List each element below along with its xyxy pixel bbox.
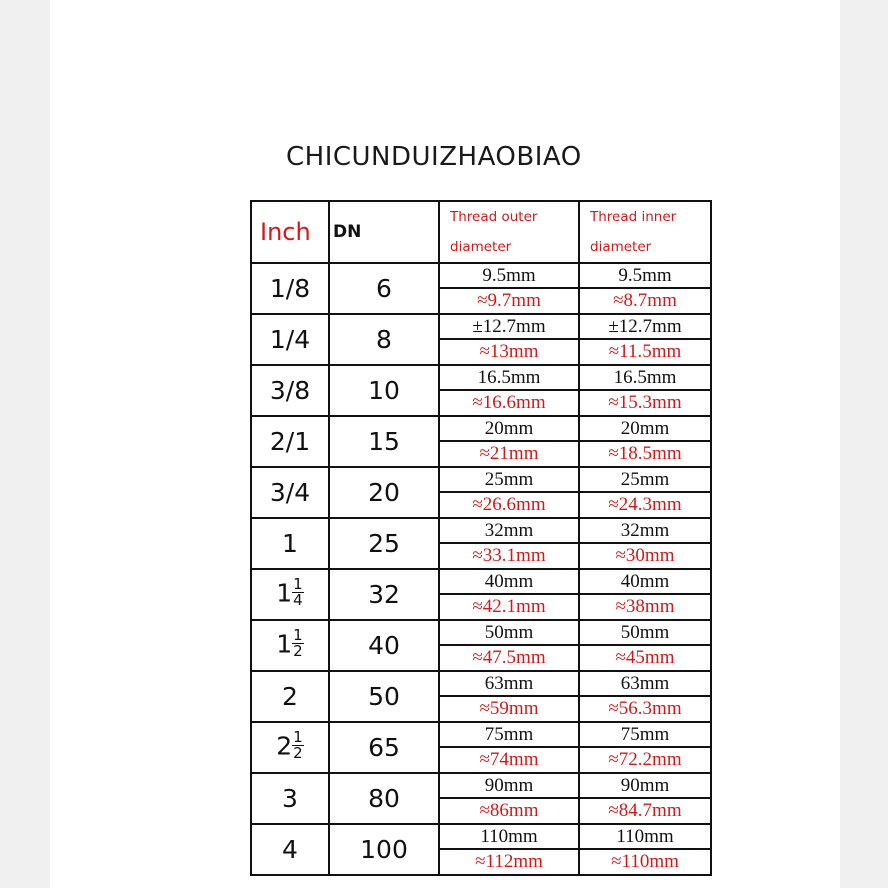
inch-size-cell: 3 — [251, 773, 329, 824]
inner-diameter-cell: 90mm — [579, 773, 711, 798]
dn-size-cell: 32 — [329, 569, 439, 620]
chart-title: CHICUNDUIZHAOBIAO — [286, 142, 582, 172]
inch-size-cell: 4 — [251, 824, 329, 875]
inner-diameter-cell: ±12.7mm — [579, 314, 711, 339]
outer-diameter-approx-cell: ≈13mm — [439, 339, 579, 365]
dn-size-cell: 40 — [329, 620, 439, 671]
fraction-numerator: 1 — [293, 728, 303, 747]
inner-diameter-approx-cell: ≈8.7mm — [579, 288, 711, 314]
inner-diameter-approx-cell: ≈110mm — [579, 849, 711, 875]
inch-size-cell: 3/8 — [251, 365, 329, 416]
inch-size-cell: 1/8 — [251, 263, 329, 314]
inch-size-cell — [251, 722, 329, 773]
mixed-fraction — [276, 730, 303, 762]
outer-diameter-approx-cell: ≈42.1mm — [439, 594, 579, 620]
inner-diameter-cell: 40mm — [579, 569, 711, 594]
outer-diameter-cell: 32mm — [439, 518, 579, 543]
inch-size-cell: 2/1 — [251, 416, 329, 467]
table-row — [251, 620, 711, 645]
outer-diameter-cell: 75mm — [439, 722, 579, 747]
inner-diameter-cell: 110mm — [579, 824, 711, 849]
header-thread-inner-diameter: Thread inner diameter — [579, 201, 711, 263]
mixed-fraction — [276, 628, 303, 660]
header-row — [251, 201, 711, 263]
inner-diameter-cell: 75mm — [579, 722, 711, 747]
inner-diameter-approx-cell: ≈72.2mm — [579, 747, 711, 773]
fraction-part — [292, 628, 304, 659]
inch-size-cell — [251, 569, 329, 620]
table-row — [251, 824, 711, 849]
fraction-denominator: 4 — [293, 591, 303, 610]
inner-diameter-approx-cell: ≈84.7mm — [579, 798, 711, 824]
inner-diameter-cell: 16.5mm — [579, 365, 711, 390]
inner-diameter-approx-cell: ≈15.3mm — [579, 390, 711, 416]
outer-diameter-approx-cell: ≈26.6mm — [439, 492, 579, 518]
inner-diameter-cell: 9.5mm — [579, 263, 711, 288]
fraction-numerator: 1 — [293, 575, 303, 594]
table-row — [251, 314, 711, 339]
inner-diameter-approx-cell: ≈56.3mm — [579, 696, 711, 722]
inner-diameter-cell: 25mm — [579, 467, 711, 492]
fraction-part — [292, 577, 304, 608]
dn-size-cell: 8 — [329, 314, 439, 365]
fraction-denominator: 2 — [293, 642, 303, 661]
dn-size-cell: 100 — [329, 824, 439, 875]
outer-diameter-cell: ±12.7mm — [439, 314, 579, 339]
header-dn: DN — [329, 201, 439, 263]
inner-diameter-approx-cell: ≈18.5mm — [579, 441, 711, 467]
table-row — [251, 773, 711, 798]
header-thread-outer-diameter: Thread outer diameter — [439, 201, 579, 263]
table-row — [251, 416, 711, 441]
inch-size-cell: 1/4 — [251, 314, 329, 365]
table-row — [251, 671, 711, 696]
outer-diameter-cell: 90mm — [439, 773, 579, 798]
dn-size-cell: 65 — [329, 722, 439, 773]
table-row — [251, 365, 711, 390]
table-row — [251, 467, 711, 492]
outer-diameter-cell: 50mm — [439, 620, 579, 645]
inner-diameter-cell: 20mm — [579, 416, 711, 441]
outer-diameter-cell: 9.5mm — [439, 263, 579, 288]
dn-size-cell: 20 — [329, 467, 439, 518]
inch-size-cell: 1 — [251, 518, 329, 569]
inner-diameter-approx-cell: ≈11.5mm — [579, 339, 711, 365]
inner-diameter-approx-cell: ≈30mm — [579, 543, 711, 569]
dn-size-cell: 15 — [329, 416, 439, 467]
outer-diameter-cell: 63mm — [439, 671, 579, 696]
outer-diameter-cell: 40mm — [439, 569, 579, 594]
outer-diameter-approx-cell: ≈74mm — [439, 747, 579, 773]
mixed-fraction — [276, 577, 303, 609]
inch-size-cell: 2 — [251, 671, 329, 722]
outer-diameter-approx-cell: ≈59mm — [439, 696, 579, 722]
outer-diameter-cell: 110mm — [439, 824, 579, 849]
size-comparison-table — [250, 200, 712, 876]
table-row — [251, 722, 711, 747]
table-row — [251, 263, 711, 288]
outer-diameter-approx-cell: ≈47.5mm — [439, 645, 579, 671]
outer-diameter-approx-cell: ≈112mm — [439, 849, 579, 875]
header-inch: Inch — [251, 201, 329, 263]
fraction-part — [292, 730, 304, 761]
outer-diameter-approx-cell: ≈33.1mm — [439, 543, 579, 569]
outer-diameter-cell: 16.5mm — [439, 365, 579, 390]
inner-diameter-approx-cell: ≈24.3mm — [579, 492, 711, 518]
inner-diameter-cell: 50mm — [579, 620, 711, 645]
fraction-whole: 1 — [276, 578, 293, 608]
table-row — [251, 518, 711, 543]
outer-diameter-cell: 25mm — [439, 467, 579, 492]
fraction-denominator: 2 — [293, 744, 303, 763]
dn-size-cell: 80 — [329, 773, 439, 824]
dn-size-cell: 25 — [329, 518, 439, 569]
inner-diameter-approx-cell: ≈38mm — [579, 594, 711, 620]
inch-size-cell — [251, 620, 329, 671]
inch-size-cell: 3/4 — [251, 467, 329, 518]
outer-diameter-cell: 20mm — [439, 416, 579, 441]
outer-diameter-approx-cell: ≈21mm — [439, 441, 579, 467]
fraction-whole: 2 — [276, 731, 293, 761]
table-row — [251, 569, 711, 594]
inner-diameter-approx-cell: ≈45mm — [579, 645, 711, 671]
dn-size-cell: 6 — [329, 263, 439, 314]
fraction-numerator: 1 — [293, 626, 303, 645]
dn-size-cell: 50 — [329, 671, 439, 722]
outer-diameter-approx-cell: ≈9.7mm — [439, 288, 579, 314]
outer-diameter-approx-cell: ≈16.6mm — [439, 390, 579, 416]
dn-size-cell: 10 — [329, 365, 439, 416]
inner-diameter-cell: 63mm — [579, 671, 711, 696]
inner-diameter-cell: 32mm — [579, 518, 711, 543]
outer-diameter-approx-cell: ≈86mm — [439, 798, 579, 824]
fraction-whole: 1 — [276, 629, 293, 659]
